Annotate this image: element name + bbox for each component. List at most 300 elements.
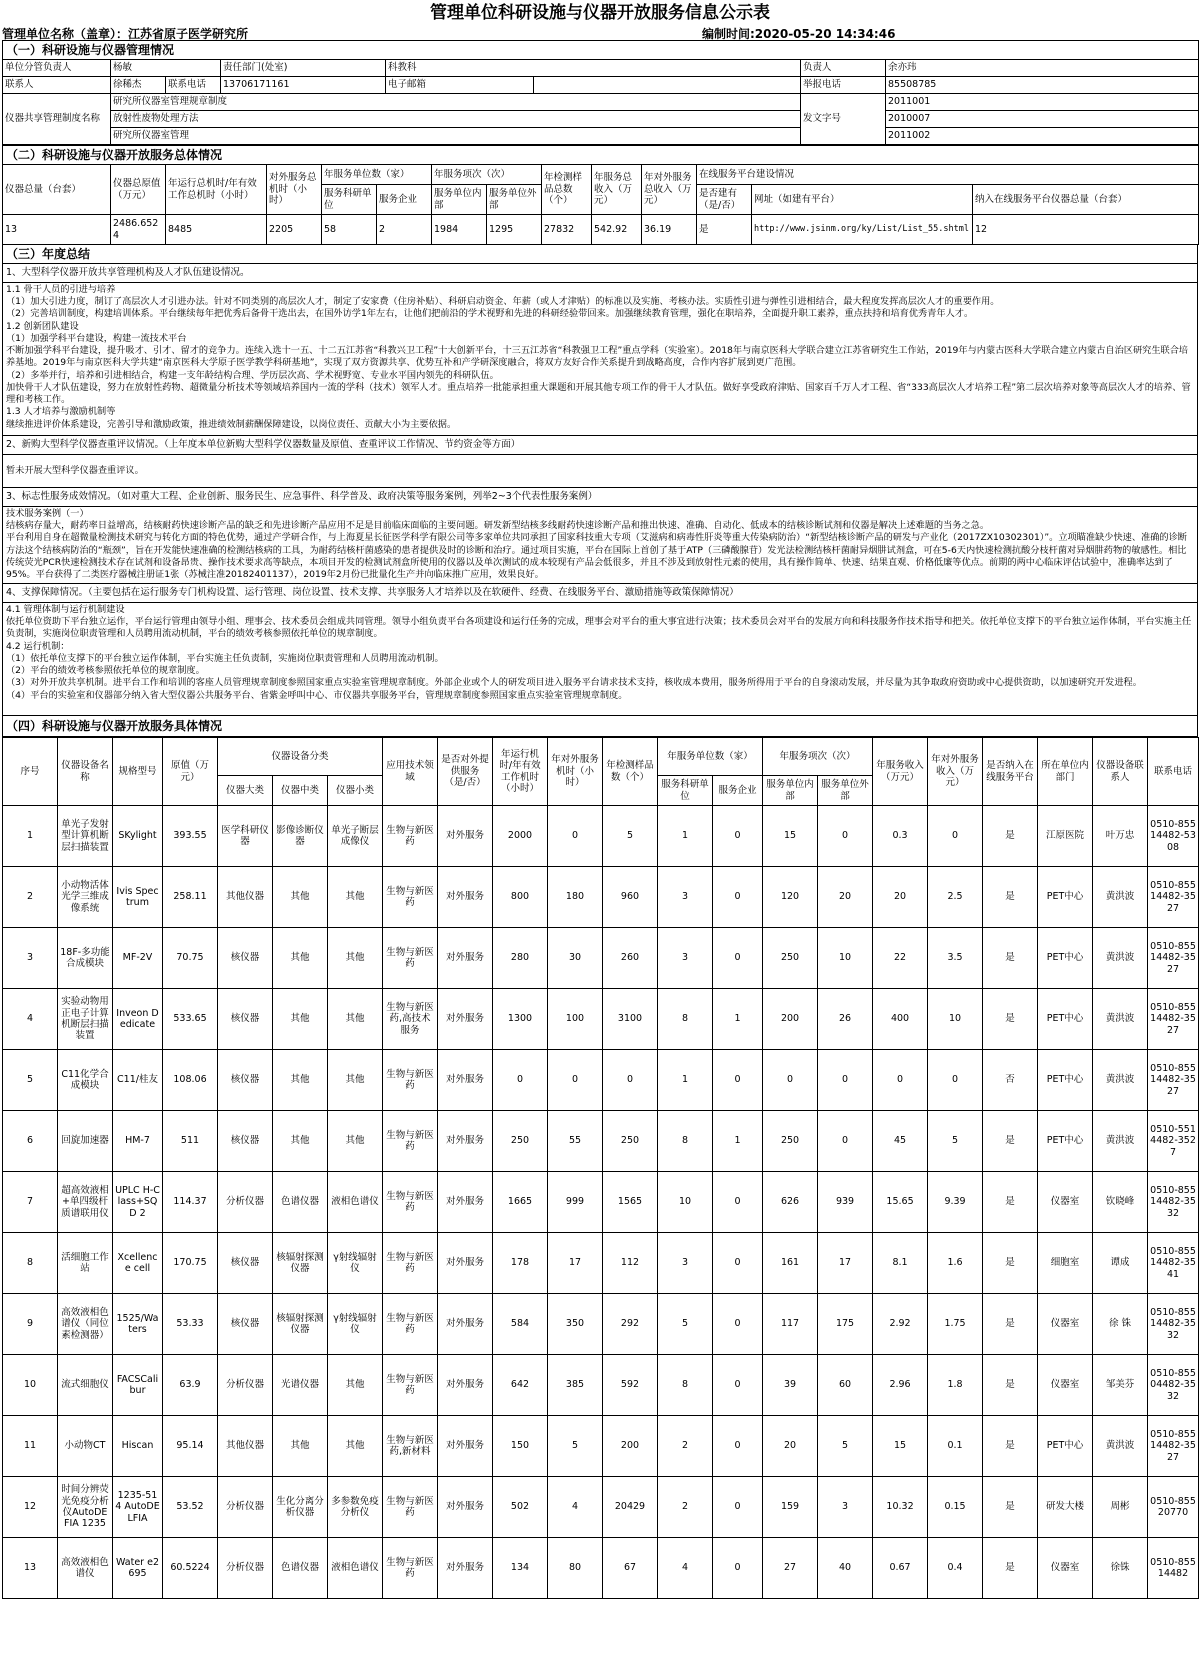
col-header: 仪器小类: [328, 776, 383, 806]
table-cell: 0: [493, 1050, 548, 1111]
table-cell: 1565: [603, 1172, 658, 1233]
table-cell: 0.1: [928, 1416, 983, 1477]
table-cell: 其他仪器: [218, 1416, 273, 1477]
table-cell: 11: [3, 1416, 58, 1477]
table-cell: 1: [3, 806, 58, 867]
table-cell: 0510-85514482-5308: [1148, 806, 1199, 867]
instrument-rows: [3, 806, 1199, 1599]
table-cell: 其他: [273, 928, 328, 989]
table-cell: 5: [928, 1111, 983, 1172]
table-cell: 黄洪波: [1093, 1111, 1148, 1172]
table-cell: PET中心: [1038, 1111, 1093, 1172]
col-header: 网址（如建有平台）: [752, 185, 973, 215]
table-cell: 8: [658, 1111, 713, 1172]
table-cell: 是: [983, 1416, 1038, 1477]
table-cell: 30: [548, 928, 603, 989]
table-cell: 徐铢: [1093, 1538, 1148, 1599]
table-cell: 0510-85514482-3532: [1148, 1172, 1199, 1233]
table-cell: 单光子发射型计算机断层扫描装置: [58, 806, 113, 867]
table-cell: C11化学合成模块: [58, 1050, 113, 1111]
col-header: 仪器总量（台套）: [3, 165, 111, 215]
table-cell: 0510-85514482-3527: [1148, 1050, 1199, 1111]
table-cell: 超高效液相+单四级杆质谱联用仪: [58, 1172, 113, 1233]
table-cell: 8: [3, 1233, 58, 1294]
table-cell: 4: [548, 1477, 603, 1538]
table-cell: 其他: [328, 1355, 383, 1416]
table-cell: 生物与新医药,新材料: [383, 1416, 438, 1477]
table-cell: 20: [873, 867, 928, 928]
table-cell: 2: [658, 1477, 713, 1538]
table-cell: 999: [548, 1172, 603, 1233]
table-cell: HM-7: [113, 1111, 163, 1172]
table-cell: 0510-5514482-3527: [1148, 1111, 1199, 1172]
table-cell: 10: [3, 1355, 58, 1416]
table-cell: 150: [493, 1416, 548, 1477]
paragraph: （1）加强学科平台建设，构建一流技术平台: [6, 332, 187, 344]
table-cell: 0: [873, 1050, 928, 1111]
table-cell: 液相色谱仪: [328, 1538, 383, 1599]
table-cell: 0: [713, 806, 763, 867]
rule-name: 放射性废物处理方法: [111, 111, 801, 128]
col-header: 服务企业: [377, 185, 432, 215]
table-cell: 对外服务: [438, 1294, 493, 1355]
section-4-heading: （四）科研设施与仪器开放服务具体情况: [2, 716, 1198, 737]
summary-answer-3: [2, 507, 1198, 584]
table-cell: 0: [928, 806, 983, 867]
table-cell: 高效液相色谱仪（同位素检测器）: [58, 1294, 113, 1355]
table-cell: 分析仪器: [218, 1477, 273, 1538]
table-cell: 液相色谱仪: [328, 1172, 383, 1233]
table-cell: 对外服务: [438, 1416, 493, 1477]
cell: 85508785: [886, 77, 1199, 94]
col-header: 联系电话: [1148, 738, 1199, 806]
table-cell: 黄洪波: [1093, 928, 1148, 989]
table-cell: 其他: [328, 1050, 383, 1111]
compile-time: 编制时间:2020-05-20 14:34:46: [702, 27, 896, 41]
cell: 是: [697, 215, 752, 245]
table-cell: 0: [713, 1477, 763, 1538]
table-cell: 生化分离分析仪器: [273, 1477, 328, 1538]
cell: 8485: [166, 215, 267, 245]
table-cell: 0510-85520770: [1148, 1477, 1199, 1538]
table-cell: Xcellence cell: [113, 1233, 163, 1294]
table-cell: PET中心: [1038, 1416, 1093, 1477]
table-cell: 2.96: [873, 1355, 928, 1416]
table-row: [3, 989, 1199, 1050]
summary-question-1: 1、大型科学仪器开放共享管理机构及人才队伍建设情况。: [2, 264, 1198, 283]
table-cell: 114.37: [163, 1172, 218, 1233]
col-header: 对外服务总机时（小时）: [267, 165, 322, 215]
table-cell: MF-2V: [113, 928, 163, 989]
table-cell: 对外服务: [438, 1172, 493, 1233]
table-cell: 0: [713, 1355, 763, 1416]
overview-table: [2, 145, 1199, 245]
table-cell: 核仪器: [218, 989, 273, 1050]
table-cell: 20: [818, 867, 873, 928]
col-header: 服务单位外部: [818, 776, 873, 806]
table-cell: Hiscan: [113, 1416, 163, 1477]
table-cell: 细胞室: [1038, 1233, 1093, 1294]
cell: 科教科: [386, 60, 801, 77]
section-3-heading: （三）年度总结: [2, 245, 1198, 264]
table-cell: 0: [818, 1050, 873, 1111]
table-cell: 53.33: [163, 1294, 218, 1355]
table-cell: 0: [713, 867, 763, 928]
table-cell: 200: [603, 1416, 658, 1477]
table-cell: 175: [818, 1294, 873, 1355]
table-cell: 200: [763, 989, 818, 1050]
col-header: 序号: [3, 738, 58, 806]
paragraph: 4.2 运行机制：: [6, 640, 70, 652]
cell: 542.92: [592, 215, 642, 245]
col-header: 年对外服务机时（小时）: [548, 738, 603, 806]
table-cell: 核仪器: [218, 1294, 273, 1355]
col-header: 所在单位内部门: [1038, 738, 1093, 806]
table-row: [3, 1355, 1199, 1416]
paragraph: 1.2 创新团队建设: [6, 320, 79, 332]
table-cell: 258.11: [163, 867, 218, 928]
table-cell: 0: [713, 1172, 763, 1233]
table-row: [3, 1111, 1199, 1172]
table-cell: 60: [818, 1355, 873, 1416]
table-cell: 0510-85504482-3532: [1148, 1355, 1199, 1416]
table-cell: 120: [763, 867, 818, 928]
table-cell: 8.1: [873, 1233, 928, 1294]
table-cell: 112: [603, 1233, 658, 1294]
table-cell: 1: [713, 1111, 763, 1172]
table-cell: 生物与新医药: [383, 1355, 438, 1416]
table-cell: Water e2695: [113, 1538, 163, 1599]
management-table: [2, 40, 1199, 145]
table-cell: 是: [983, 1172, 1038, 1233]
col-header: 年检测样品数（个）: [603, 738, 658, 806]
table-cell: 5: [818, 1416, 873, 1477]
paragraph: （1）依托单位支撑下的平台独立运作体制，平台实施主任负责制，实施岗位职责管理和人员聘用流动机制。: [6, 652, 444, 664]
table-cell: 2000: [493, 806, 548, 867]
summary-question-3: 3、标志性服务成效情况。（如对重大工程、企业创新、服务民生、应急事件、科学普及、政府决策等服务案例，列举2~3个代表性服务案例）: [2, 488, 1198, 507]
col-header: 年服务单位数（家）: [322, 165, 432, 185]
table-cell: 其他: [273, 1050, 328, 1111]
table-row: [3, 806, 1199, 867]
cell: 58: [322, 215, 377, 245]
table-cell: 0: [928, 1050, 983, 1111]
table-cell: 1235-514 AutoDELFIA: [113, 1477, 163, 1538]
table-cell: 1: [658, 806, 713, 867]
page: [2, 2, 1198, 1599]
table-cell: 生物与新医药: [383, 806, 438, 867]
table-cell: 1525/Waters: [113, 1294, 163, 1355]
table-cell: 5: [603, 806, 658, 867]
col-header: 原值（万元）: [163, 738, 218, 806]
rule-name: 研究所仪器室管理规章制度: [111, 94, 801, 111]
col-header: 年运行机时/年有效工作机时（小时）: [493, 738, 548, 806]
table-cell: 0.15: [928, 1477, 983, 1538]
table-cell: 3: [658, 928, 713, 989]
table-cell: 仪器室: [1038, 1172, 1093, 1233]
paragraph: （2）多举并行，培养和引进相结合，构建一支年龄结构合理、学历层次高、学术视野宽、专业水平国内领先的科研队伍。: [6, 369, 499, 381]
table-cell: 核仪器: [218, 1111, 273, 1172]
table-cell: 10: [818, 928, 873, 989]
table-cell: 时间分辨荧光免疫分析仪AutoDEFIA 1235: [58, 1477, 113, 1538]
table-cell: 642: [493, 1355, 548, 1416]
col-header: 年服务收入（万元）: [873, 738, 928, 806]
table-cell: 核仪器: [218, 928, 273, 989]
table-cell: 色谱仪器: [273, 1538, 328, 1599]
table-cell: 小动物活体光学三维成像系统: [58, 867, 113, 928]
table-cell: 8: [658, 1355, 713, 1416]
table-cell: 0510-85514482-3532: [1148, 1294, 1199, 1355]
paragraph: 不断加强学科平台建设，提升吸才、引才、留才的竞争力。连续入选十一五、十二五江苏省“科教兴卫工程”十大创新平台，十三五江苏省“科教强卫工程”重点学科（实验室）。2018年与南京医科大学联合建立江苏省研究生工作站，2019年与内蒙古医科大学联合建立内蒙古自治区研究生联合培养基地。2019年与南京医科大学共建“南京医科大学原子医学教学科研基地”，实现了双方资源共享、优势互补和产学研深度融合，将双方友好合作关系提升到战略高度，合作内容扩展到更广范围。: [6, 345, 1189, 369]
table-cell: 其他: [273, 989, 328, 1050]
table-cell: 511: [163, 1111, 218, 1172]
paragraph: （2）完善培训制度，构建培训体系。平台继续每年把优秀后备骨干选出去，在国外访学1年左右，让他们把前沿的学术视野和先进的科研经验带回来。加强继续教育管理，强化在职培养，全面提升职工素养，重点扶持和培育优秀青年人才。: [6, 308, 974, 320]
unit-name: 管理单位名称（盖章）：江苏省原子医学研究所: [2, 27, 249, 41]
table-cell: 单光子断层成像仪: [328, 806, 383, 867]
table-cell: 1.8: [928, 1355, 983, 1416]
table-cell: 12: [3, 1477, 58, 1538]
summary-answer-2: [2, 455, 1198, 488]
paragraph: 1.1 骨干人员的引进与培养: [6, 284, 116, 295]
table-cell: 67: [603, 1538, 658, 1599]
table-row: [3, 928, 1199, 989]
col-header: 服务单位外部: [487, 185, 542, 215]
table-cell: 核辐射探测仪器: [273, 1233, 328, 1294]
table-cell: 影像诊断仪器: [273, 806, 328, 867]
table-cell: 15.65: [873, 1172, 928, 1233]
cell: 13706171161: [221, 77, 386, 94]
table-cell: 3.5: [928, 928, 983, 989]
col-header: 纳入在线服务平台仪器总量（台套）: [973, 185, 1199, 215]
table-cell: 其他: [328, 989, 383, 1050]
cell: 举报电话: [801, 77, 886, 94]
table-cell: 22: [873, 928, 928, 989]
table-cell: 108.06: [163, 1050, 218, 1111]
table-cell: 15: [873, 1416, 928, 1477]
cell: 徐稀杰: [111, 77, 166, 94]
table-cell: 1665: [493, 1172, 548, 1233]
cell: 12: [973, 215, 1199, 245]
doc-no: 2011002: [886, 128, 1199, 145]
col-header: 年检测样品总数（个）: [542, 165, 592, 215]
table-cell: 2.92: [873, 1294, 928, 1355]
table-cell: 对外服务: [438, 1233, 493, 1294]
table-cell: 0: [818, 806, 873, 867]
table-cell: 生物与新医药: [383, 1172, 438, 1233]
table-cell: 生物与新医药: [383, 1294, 438, 1355]
table-cell: 回旋加速器: [58, 1111, 113, 1172]
table-cell: PET中心: [1038, 867, 1093, 928]
table-row: [3, 1294, 1199, 1355]
table-cell: FACSCalibur: [113, 1355, 163, 1416]
doc-label: 发文字号: [801, 94, 886, 145]
table-cell: 邹美芬: [1093, 1355, 1148, 1416]
table-cell: 钦晓峰: [1093, 1172, 1148, 1233]
paragraph: （2）平台的绩效考核参照依托单位的规章制度。: [6, 665, 205, 677]
table-cell: 分析仪器: [218, 1172, 273, 1233]
paragraph: （1）加大引进力度，制订了高层次人才引进办法。针对不同类别的高层次人才，制定了安家费（住房补贴）、科研启动资金、年薪（或人才津贴）的标准以及实施、考核办法。实质性引进与弹性引进相结合，最大程度发挥高层次人才的重要作用。: [6, 296, 1000, 308]
table-cell: 对外服务: [438, 1477, 493, 1538]
table-cell: 10.32: [873, 1477, 928, 1538]
table-cell: 385: [548, 1355, 603, 1416]
cell: 2486.6524: [111, 215, 166, 245]
table-cell: C11/桂友: [113, 1050, 163, 1111]
paragraph: 加快骨干人才队伍建设，努力在放射性药物、超微量分析技术等领域培养国内一流的学科（技术）领军人才。重点培养一批能承担重大课题和开展其他专项工作的骨干人才队伍。做好享受政府津贴、国家百千万人才工程、省“333高层次人才培养工程”第二层次培养对象等高层次人才的培养、管理和考核工作。: [6, 381, 1191, 406]
col-header: 仪器设备名称: [58, 738, 113, 806]
table-cell: 10: [928, 989, 983, 1050]
table-cell: 对外服务: [438, 1111, 493, 1172]
table-cell: 250: [603, 1111, 658, 1172]
table-cell: 其他: [273, 1111, 328, 1172]
table-cell: 是: [983, 806, 1038, 867]
col-header: 是否建有（是/否）: [697, 185, 752, 215]
table-cell: 分析仪器: [218, 1538, 273, 1599]
table-cell: 0: [548, 1050, 603, 1111]
summary-answer-4: [2, 603, 1198, 716]
table-cell: 584: [493, 1294, 548, 1355]
instrument-table: [2, 737, 1199, 1599]
doc-no: 2011001: [886, 94, 1199, 111]
section-1-heading: （一）科研设施与仪器管理情况: [3, 41, 1199, 60]
table-cell: 0: [713, 1294, 763, 1355]
table-cell: 939: [818, 1172, 873, 1233]
table-cell: 核辐射探测仪器: [273, 1294, 328, 1355]
paragraph: 平台利用自身在超微量检测技术研究与转化方面的特色优势，通过产学研合作，与上海夏星长征医学科学有限公司等多家单位共同承担了国家科技重大专项（艾滋病和病毒性肝炎等重大传染病防治）“新型结核诊断产品的研发与产业化（2017ZX10302301）”。立项瞄准缺少快速、准确的诊断方法这个结核病防治的“瓶颈”，旨在开发能快速准确的检测结核病的工具，为耐药结核杆菌感染的患者提供及时的诊断和治疗。通过项目实施，平台在国际上首创了基于ATP（三磷酸腺苷）发光法检测结核杆菌耐异烟肼试剂盒，可在5-6天内快速检测抗酸分枝杆菌对异烟肼药物的敏感性。相比传统荧光PCR快速检测技术存在试剂和设备昂贵、操作技术要求高等缺点，本项目开发的检测试剂盒所使用的仪器以及单次测试的成本较现有产品会低很多，并且不涉及到放射性元素的使用，具有操作简单、快速、结果直观、价格低廉等优点。前期的两中心临床评估试验中，准确率达到了95%。平台获得了二类医疗器械注册证1张（苏械注准20182401137），2019年2月份已批量化生产并向临床推广应用，效果良好。: [6, 532, 1187, 581]
table-cell: 其他: [328, 1416, 383, 1477]
table-cell: 250: [763, 1111, 818, 1172]
table-cell: 117: [763, 1294, 818, 1355]
table-cell: 100: [548, 989, 603, 1050]
cell: 负责人: [801, 60, 886, 77]
cell: 责任部门(处室): [221, 60, 386, 77]
table-cell: 170.75: [163, 1233, 218, 1294]
table-cell: 多参数免疫分析仪: [328, 1477, 383, 1538]
table-cell: 7: [3, 1172, 58, 1233]
table-cell: 3: [3, 928, 58, 989]
col-header: 在线服务平台建设情况: [697, 165, 1199, 185]
cell: 1984: [432, 215, 487, 245]
cell: 27832: [542, 215, 592, 245]
table-cell: 17: [548, 1233, 603, 1294]
paragraph: 4.1 管理体制与运行机制建设: [6, 604, 125, 615]
table-cell: 色谱仪器: [273, 1172, 328, 1233]
table-cell: 26: [818, 989, 873, 1050]
table-cell: 161: [763, 1233, 818, 1294]
table-cell: 533.65: [163, 989, 218, 1050]
table-cell: 960: [603, 867, 658, 928]
col-header: 仪器总原值（万元）: [111, 165, 166, 215]
table-cell: 45: [873, 1111, 928, 1172]
summary-answer-1: [2, 283, 1198, 436]
table-cell: 叶万忠: [1093, 806, 1148, 867]
col-header: 年对外服务收入（万元）: [928, 738, 983, 806]
col-header: 年对外服务总收入（万元）: [642, 165, 697, 215]
table-cell: 60.5224: [163, 1538, 218, 1599]
table-cell: 江原医院: [1038, 806, 1093, 867]
table-cell: 8: [658, 989, 713, 1050]
table-cell: 其他: [328, 867, 383, 928]
table-cell: 502: [493, 1477, 548, 1538]
table-cell: PET中心: [1038, 1050, 1093, 1111]
table-cell: 是: [983, 1111, 1038, 1172]
table-cell: 对外服务: [438, 867, 493, 928]
cell: 联系电话: [166, 77, 221, 94]
table-cell: 黄洪波: [1093, 867, 1148, 928]
table-cell: 对外服务: [438, 1538, 493, 1599]
table-cell: 2.5: [928, 867, 983, 928]
table-cell: 仪器室: [1038, 1538, 1093, 1599]
table-cell: γ射线辐射仪: [328, 1294, 383, 1355]
table-row: [3, 1477, 1199, 1538]
table-cell: 15: [763, 806, 818, 867]
table-cell: 393.55: [163, 806, 218, 867]
table-cell: 159: [763, 1477, 818, 1538]
table-cell: 5: [3, 1050, 58, 1111]
table-cell: 0: [713, 928, 763, 989]
col-header: 服务企业: [713, 776, 763, 806]
table-cell: 134: [493, 1538, 548, 1599]
table-cell: 是: [983, 1477, 1038, 1538]
table-cell: 27: [763, 1538, 818, 1599]
table-cell: 活细胞工作站: [58, 1233, 113, 1294]
table-cell: 2: [3, 867, 58, 928]
table-cell: 核仪器: [218, 1050, 273, 1111]
col-header: 仪器设备分类: [218, 738, 383, 776]
paragraph: （4）平台的实验室和仪器部分纳入省大型仪器公共服务平台、省紫金呼叫中心、市仪器共享服务平台，管理规章制度参照国家重点实验室管理规章制度。: [6, 689, 628, 701]
table-cell: 对外服务: [438, 989, 493, 1050]
cell: 余亦玮: [886, 60, 1199, 77]
table-cell: 3: [658, 867, 713, 928]
table-cell: 1.75: [928, 1294, 983, 1355]
table-cell: 仪器室: [1038, 1355, 1093, 1416]
table-cell: 180: [548, 867, 603, 928]
platform-url: http://www.jsinm.org/ky/List/List_55.shtml: [752, 215, 973, 245]
table-row: [3, 1172, 1199, 1233]
table-cell: 研发大楼: [1038, 1477, 1093, 1538]
table-cell: 10: [658, 1172, 713, 1233]
table-cell: 流式细胞仪: [58, 1355, 113, 1416]
table-cell: UPLC H-Class+SQD 2: [113, 1172, 163, 1233]
table-cell: 黄洪波: [1093, 1416, 1148, 1477]
table-cell: 1300: [493, 989, 548, 1050]
table-cell: 260: [603, 928, 658, 989]
col-header: 服务单位内部: [763, 776, 818, 806]
table-cell: 黄洪波: [1093, 989, 1148, 1050]
cell: [534, 77, 801, 94]
table-cell: 626: [763, 1172, 818, 1233]
table-cell: 2: [658, 1416, 713, 1477]
table-cell: 实验动物用正电子计算机断层扫描装置: [58, 989, 113, 1050]
table-cell: 0.4: [928, 1538, 983, 1599]
table-cell: 0: [713, 1416, 763, 1477]
header-meta: [2, 24, 1198, 40]
table-cell: 对外服务: [438, 806, 493, 867]
col-header: 仪器大类: [218, 776, 273, 806]
table-cell: 生物与新医药: [383, 1111, 438, 1172]
table-cell: 徐 铢: [1093, 1294, 1148, 1355]
table-cell: 其他: [328, 1111, 383, 1172]
table-cell: 黄洪波: [1093, 1050, 1148, 1111]
cell: 联系人: [3, 77, 111, 94]
paragraph: 结核病存量大，耐药率日益增高，结核耐药快速诊断产品的缺乏和先进诊断产品应用不足是目前临床面临的主要问题。研发新型结核多线耐药快速诊断产品和推出快速、准确、自动化、低成本的结核诊断试剂和仪器是解决上述难题的当务之急。: [6, 520, 990, 532]
table-cell: 70.75: [163, 928, 218, 989]
table-cell: 0: [548, 806, 603, 867]
col-header: 是否对外提供服务（是/否）: [438, 738, 493, 806]
table-cell: 9.39: [928, 1172, 983, 1233]
cell: 单位分管负责人: [3, 60, 111, 77]
section-2-heading: （二）科研设施与仪器开放服务总体情况: [3, 146, 1199, 165]
table-cell: 3: [658, 1233, 713, 1294]
table-cell: 0: [713, 1233, 763, 1294]
